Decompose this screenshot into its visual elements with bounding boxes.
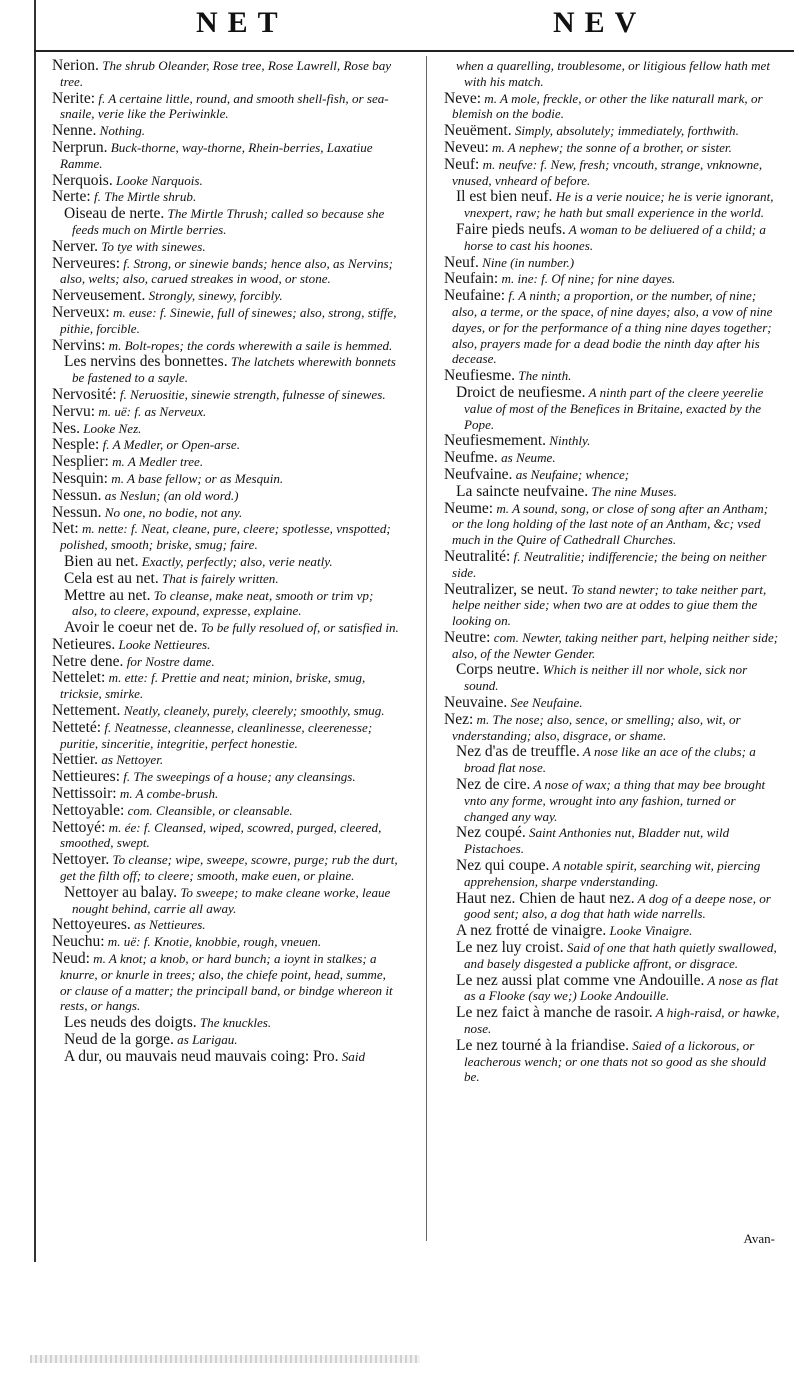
- headword: Oiseau de nerte.: [64, 205, 165, 223]
- definition: A notable spirit, searching wit, piercing apprehension, sharpe vnderstanding.: [464, 858, 761, 889]
- headword: Nettoyé:: [52, 818, 106, 836]
- dictionary-entry: [430, 695, 782, 711]
- definition: Which is neither ill nor whole, sick nor sound.: [464, 662, 748, 694]
- page-edge: [34, 0, 36, 1262]
- dictionary-entry: [38, 471, 400, 487]
- headword: Nettoyeures.: [52, 916, 131, 934]
- headword: Nettoyer.: [52, 851, 110, 869]
- definition: m. Bolt-ropes; the cords wherewith a saile is hemmed.: [105, 337, 393, 353]
- definition: m. ée: f. Cleansed, wiped, scowred, purged, cleered, smoothed, swept.: [60, 819, 382, 851]
- dictionary-entry: [38, 387, 400, 403]
- definition: A nose as flat as a Flooke (say we;) Looke Andouille.: [464, 972, 779, 1004]
- dictionary-entry: [38, 637, 400, 653]
- running-head-left: NET: [196, 6, 288, 39]
- dictionary-entry: [430, 891, 782, 923]
- dictionary-entry: [430, 712, 782, 744]
- definition: m. uë: f. as Nerveux.: [95, 403, 207, 419]
- definition: The latchets wherewith bonnets be fastened to a sayle.: [72, 354, 396, 386]
- dictionary-entry: [38, 521, 400, 553]
- headword: Nerite:: [52, 89, 96, 107]
- definition: com. Cleansible, or cleansable.: [124, 802, 293, 818]
- definition: m. A nephew; the sonne of a brother, or sister.: [488, 139, 732, 155]
- dictionary-entry: [38, 720, 400, 752]
- dictionary-entry: [430, 501, 782, 548]
- definition: m. euse: f. Sinewie, full of sinewes; also, strong, stiffe, pithie, forcible.: [60, 304, 397, 336]
- definition: f. The Mirtle shrub.: [90, 189, 197, 205]
- dictionary-entry: [430, 744, 782, 776]
- definition: Said of one that hath quietly swallowed, and basely disgested a publicke affront, or disgrace.: [464, 940, 777, 971]
- column-divider: [426, 56, 427, 1241]
- headword: Neveu:: [444, 138, 489, 156]
- dictionary-entry: [430, 662, 782, 694]
- headword: Le nez faict à manche de rasoir.: [456, 1004, 653, 1022]
- dictionary-entry: [38, 670, 400, 702]
- dictionary-entry: [430, 858, 782, 890]
- definition: Looke Vinaigre.: [606, 923, 693, 939]
- dictionary-entry: [38, 654, 400, 670]
- headword: Nes.: [52, 419, 80, 437]
- headword: Neufaine:: [444, 287, 506, 305]
- dictionary-entry: [38, 703, 400, 719]
- headword: Nervu:: [52, 402, 96, 420]
- dictionary-entry: [38, 454, 400, 470]
- dictionary-entry: [38, 488, 400, 504]
- headword: Nez:: [444, 710, 474, 728]
- definition: m. The nose; also, sence, or smelling; also, wit, or vnderstanding; also, disgrace, or shame.: [452, 711, 741, 743]
- definition: Simply, absolutely; immediately, forthwith.: [511, 123, 739, 139]
- headword: A nez frotté de vinaigre.: [456, 922, 607, 940]
- running-head-right: NEV: [553, 6, 647, 39]
- dictionary-entry: [38, 288, 400, 304]
- headword: Nerte:: [52, 188, 91, 206]
- definition: as Nettoyer.: [98, 752, 164, 768]
- definition: f. A Medler, or Open-arse.: [99, 437, 240, 453]
- headword: Les nervins des bonnettes.: [64, 353, 228, 371]
- dictionary-entry: [430, 222, 782, 254]
- headword: Neutralité:: [444, 547, 511, 565]
- headword: Netre dene.: [52, 652, 124, 670]
- dictionary-entry: [38, 123, 400, 139]
- headword: Nerprun.: [52, 138, 108, 156]
- headword: Nez d'as de treuffle.: [456, 743, 580, 761]
- dictionary-entry: [430, 467, 782, 483]
- definition: Nine (in number.): [478, 254, 575, 270]
- dictionary-entry: [430, 1005, 782, 1037]
- headword: Mettre au net.: [64, 586, 151, 604]
- dictionary-entry: [430, 777, 782, 824]
- definition: m. ette: f. Prettie and neat; minion, briske, smug, tricksie, smirke.: [60, 670, 366, 702]
- catchword: Avan-: [743, 1231, 775, 1246]
- definition: when a quarelling, troublesome, or litigious fellow hath met with his match.: [456, 58, 770, 89]
- definition: Looke Nez.: [79, 420, 142, 436]
- definition: To be fully resolued of, or satisfied in.: [197, 620, 399, 636]
- headword: Neufme.: [444, 449, 498, 467]
- dictionary-entry: [38, 437, 400, 453]
- headword: Nervosité:: [52, 385, 117, 403]
- definition: m. A combe-brush.: [116, 786, 219, 802]
- definition: f. Neruositie, sinewie strength, fulnesse of sinewes.: [116, 386, 386, 402]
- dictionary-entry: [430, 450, 782, 466]
- definition: A high-raisd, or hawke, nose.: [464, 1005, 780, 1037]
- headword: A dur, ou mauvais neud mauvais coing: Pro.: [64, 1047, 339, 1065]
- dictionary-entry: [430, 630, 782, 662]
- dictionary-entry: [430, 582, 782, 629]
- definition: f. Strong, or sinewie bands; hence also, as Nervins; also, welts; also, carued streakes in wood, or stone.: [60, 255, 394, 287]
- definition: f. Neatnesse, cleannesse, cleanlinesse, cleerenesse; puritie, sinceritie, integritie, perfect honestie.: [60, 719, 373, 751]
- headword: Cela est au net.: [64, 569, 159, 587]
- definition: com. Newter, taking neither part, helping neither side; also, of the Newter Gender.: [452, 629, 779, 661]
- definition: Saint Anthonies nut, Bladder nut, wild Pistachoes.: [464, 825, 730, 857]
- definition: Exactly, perfectly; also, verie neatly.: [138, 553, 333, 569]
- headword: Nesplier:: [52, 453, 109, 471]
- headword: Nettissoir:: [52, 785, 117, 803]
- definition: A dog of a deepe nose, or good sent; also, a dog that hath wide narrells.: [464, 890, 771, 922]
- headword: Nervins:: [52, 336, 106, 354]
- headword: Le nez tourné à la friandise.: [456, 1036, 629, 1054]
- dictionary-entry: [38, 256, 400, 288]
- dictionary-entry: [38, 934, 400, 950]
- headword: Nez qui coupe.: [456, 857, 550, 875]
- dictionary-entry: [38, 620, 400, 636]
- dictionary-entry: [430, 123, 782, 139]
- definition: Ninthly.: [546, 433, 591, 449]
- definition: Neatly, cleanely, purely, cleerely; smoothly, smug.: [120, 703, 385, 719]
- definition: To sweepe; to make cleane worke, leaue nought behind, carrie all away.: [72, 884, 391, 916]
- dictionary-entry: [38, 58, 400, 90]
- scan-artifact: [30, 1355, 420, 1363]
- headword: Le nez luy croist.: [456, 939, 564, 957]
- definition: m. A knot; a knob, or hard bunch; a ioynt in stalkes; a knurre, or knurle in trees; also, the chiefe point, head, summe, or clause of a matter; the principall band, or bindge whereon it rests, or hangs.: [60, 951, 393, 1014]
- dictionary-entry: [38, 1049, 400, 1065]
- dictionary-entry: [38, 173, 400, 189]
- headword: Haut nez. Chien de haut nez.: [456, 889, 635, 907]
- headword: Avoir le coeur net de.: [64, 619, 198, 637]
- headword: Neufvaine.: [444, 465, 513, 483]
- headword: Neuf.: [444, 253, 479, 271]
- definition: m. uë: f. Knotie, knobbie, rough, vneuen.: [104, 934, 322, 950]
- headword: Nenne.: [52, 122, 97, 140]
- definition: f. A certaine little, round, and smooth shell-fish, or sea-snaile, verie like the Periwinkle.: [60, 90, 389, 122]
- definition: That is fairely written.: [158, 570, 279, 586]
- dictionary-entry: [38, 1032, 400, 1048]
- definition: No one, no bodie, not any.: [101, 504, 243, 520]
- dictionary-entry: [38, 917, 400, 933]
- definition: The knuckles.: [196, 1015, 272, 1031]
- headword: Neud:: [52, 950, 90, 968]
- headword: Net:: [52, 520, 79, 538]
- headword: Neume:: [444, 499, 494, 517]
- definition: m. neufve: f. New, fresh; vncouth, strange, vnknowne, vnused, vnheard of before.: [452, 156, 763, 188]
- headword: Nerver.: [52, 237, 99, 255]
- right-column: [430, 58, 782, 1086]
- headword: Nettelet:: [52, 669, 106, 687]
- definition: f. The sweepings of a house; any cleansings.: [120, 769, 356, 785]
- definition: m. A sound, song, or close of song after an Antham; or the long holding of the last note of an Antham, &c; vsed much in the Quire of Cathedrall Churches.: [452, 500, 769, 548]
- dictionary-entry: [430, 91, 782, 123]
- dictionary-entry: [430, 433, 782, 449]
- headword: Nez coupé.: [456, 824, 526, 842]
- dictionary-entry: [38, 338, 400, 354]
- headword: Neufiesmement.: [444, 432, 547, 450]
- definition: A nose like an ace of the clubs; a broad flat nose.: [464, 744, 756, 776]
- headword: Faire pieds neufs.: [456, 220, 566, 238]
- dictionary-entry: [38, 752, 400, 768]
- definition: A nose of wax; a thing that may bee brought vnto any forme, wrought into any fashion, turned or changed any way.: [464, 777, 766, 824]
- headword: Nettoyer au balay.: [64, 883, 178, 901]
- headword: Neve:: [444, 89, 482, 107]
- dictionary-entry: [430, 923, 782, 939]
- definition: A ninth part of the cleere yeerelie value of most of the Benefices in Britaine, exacted by the Pope.: [464, 384, 764, 432]
- headword: La saincte neufvaine.: [456, 482, 589, 500]
- dictionary-entry: [430, 1038, 782, 1085]
- headword: Il est bien neuf.: [456, 188, 553, 206]
- definition: To tye with sinewes.: [98, 238, 206, 254]
- definition: The shrub Oleander, Rose tree, Rose Lawrell, Rose bay tree.: [60, 58, 392, 89]
- definition: Said: [338, 1048, 366, 1064]
- headword: Nettier.: [52, 751, 99, 769]
- dictionary-entry: [38, 1015, 400, 1031]
- dictionary-entry: [430, 940, 782, 972]
- definition: m. ine: f. Of nine; for nine dayes.: [498, 271, 676, 287]
- headword: Neuëment.: [444, 122, 512, 140]
- dictionary-entry: [430, 484, 782, 500]
- dictionary-entry: [38, 769, 400, 785]
- definition: See Neufaine.: [507, 695, 583, 711]
- headword: Neuf:: [444, 155, 480, 173]
- definition: Looke Nettieures.: [115, 636, 211, 652]
- headword: Corps neutre.: [456, 661, 540, 679]
- definition: To cleanse, make neat, smooth or trim vp; also, to cleere, expound, expresse, explaine.: [72, 587, 374, 619]
- headword: Nerion.: [52, 57, 99, 74]
- definition: The nine Muses.: [588, 483, 677, 499]
- dictionary-entry: [38, 554, 400, 570]
- definition: The ninth.: [515, 368, 572, 384]
- definition: To stand newter; to take neither part, helpe neither side; when two are at oddes to giue them the looking on.: [452, 581, 767, 629]
- dictionary-entry: [38, 588, 400, 620]
- dictionary-entry: [38, 505, 400, 521]
- dictionary-entry: [38, 852, 400, 884]
- definition: as Neume.: [497, 450, 556, 466]
- definition: Looke Narquois.: [112, 172, 203, 188]
- dictionary-entry: [38, 421, 400, 437]
- definition: as Neslun; (an old word.): [101, 487, 239, 503]
- dictionary-entry: [430, 825, 782, 857]
- headword: Nessun.: [52, 486, 102, 504]
- headword: Neud de la gorge.: [64, 1031, 174, 1049]
- headword: Netteté:: [52, 718, 102, 736]
- headword: Nerveures:: [52, 254, 120, 272]
- dictionary-entry: [430, 157, 782, 189]
- definition: m. A Medler tree.: [108, 454, 204, 470]
- dictionary-entry: [38, 189, 400, 205]
- dictionary-entry: [38, 91, 400, 123]
- definition: m. A mole, freckle, or other the like naturall mark, or blemish on the bodie.: [452, 90, 763, 122]
- dictionary-entry: [430, 385, 782, 432]
- definition: m. nette: f. Neat, cleane, pure, cleere; spotlesse, vnspotted; polished, smooth; briske, smug; faire.: [60, 521, 391, 553]
- headword: Nez de cire.: [456, 776, 531, 794]
- definition: He is a verie nouice; he is verie ignorant, vnexpert, raw; he hath but small experience in the world.: [464, 189, 774, 221]
- dictionary-entry: [38, 239, 400, 255]
- definition: as Nettieures.: [130, 917, 206, 933]
- dictionary-entry: [38, 951, 400, 1014]
- definition: for Nostre dame.: [123, 653, 215, 669]
- headword: Les neuds des doigts.: [64, 1014, 197, 1032]
- dictionary-entry: [430, 140, 782, 156]
- headword: Nerquois.: [52, 171, 113, 189]
- dictionary-entry: [430, 368, 782, 384]
- definition: The Mirtle Thrush; called so because she feeds much on Mirtle berries.: [72, 206, 385, 237]
- headword: Neufiesme.: [444, 367, 516, 385]
- dictionary-entry: [38, 786, 400, 802]
- dictionary-entry: [430, 271, 782, 287]
- headword: Le nez aussi plat comme vne Andouille.: [456, 971, 705, 989]
- dictionary-entry: [38, 305, 400, 337]
- definition: A woman to be deliuered of a child; a horse to cast his hoones.: [464, 221, 766, 253]
- headword: Netieures.: [52, 635, 116, 653]
- headword: Nessun.: [52, 503, 102, 521]
- dictionary-entry: [38, 820, 400, 852]
- dictionary-entry: [38, 571, 400, 587]
- headword: Nesquin:: [52, 469, 108, 487]
- dictionary-entry: [430, 973, 782, 1005]
- dictionary-entry: [430, 58, 782, 90]
- definition: Nothing.: [96, 123, 146, 139]
- dictionary-entry: [430, 255, 782, 271]
- definition: Strongly, sinewy, forcibly.: [145, 288, 283, 304]
- headword: Nettieures:: [52, 768, 121, 786]
- definition: f. A ninth; a proportion, or the number, of nine; also, a terme, or the space, of nine dayes; also, a vow of nine dayes, or for the performance of a thing nine dayes together; also, prayers made for a dead bodie the ninth day after his decease.: [452, 288, 773, 367]
- dictionary-entry: [430, 549, 782, 581]
- dictionary-entry: [38, 140, 400, 172]
- dictionary-entry: [430, 288, 782, 367]
- dictionary-entry: [38, 404, 400, 420]
- definition: Saied of a lickorous, or leacherous wench; or one thats not so good as she should be.: [464, 1037, 767, 1085]
- definition: as Larigau.: [173, 1032, 238, 1048]
- left-column: [38, 58, 400, 1066]
- headword: Neuvaine.: [444, 694, 508, 712]
- headword: Nettoyable:: [52, 801, 125, 819]
- headword: Nettement.: [52, 702, 121, 720]
- definition: Buck-thorne, way-thorne, Rhein-berries, Laxatiue Ramme.: [60, 139, 373, 171]
- headword: Neutralizer, se neut.: [444, 580, 569, 598]
- dictionary-entry: [430, 189, 782, 221]
- headword: Neuchu:: [52, 933, 105, 951]
- dictionary-entry: [38, 206, 400, 238]
- headword: Neufain:: [444, 270, 499, 288]
- headword: Nesple:: [52, 436, 100, 454]
- dictionary-entry: [38, 885, 400, 917]
- headword: Droict de neufiesme.: [456, 383, 586, 401]
- definition: f. Neutralitie; indifferencie; the being on neither side.: [452, 548, 767, 580]
- headword: Nerveux:: [52, 303, 110, 321]
- definition: as Neufaine; whence;: [512, 466, 630, 482]
- header-rule: [34, 50, 794, 52]
- dictionary-entry: [38, 354, 400, 386]
- headword: Nerveusement.: [52, 287, 146, 305]
- headword: Neutre:: [444, 628, 491, 646]
- definition: To cleanse; wipe, sweepe, scowre, purge; rub the durt, get the filth off; to cleere; smooth, make euen, or plaine.: [60, 852, 398, 884]
- headword: Bien au net.: [64, 552, 139, 570]
- definition: m. A base fellow; or as Mesquin.: [107, 470, 284, 486]
- dictionary-entry: [38, 803, 400, 819]
